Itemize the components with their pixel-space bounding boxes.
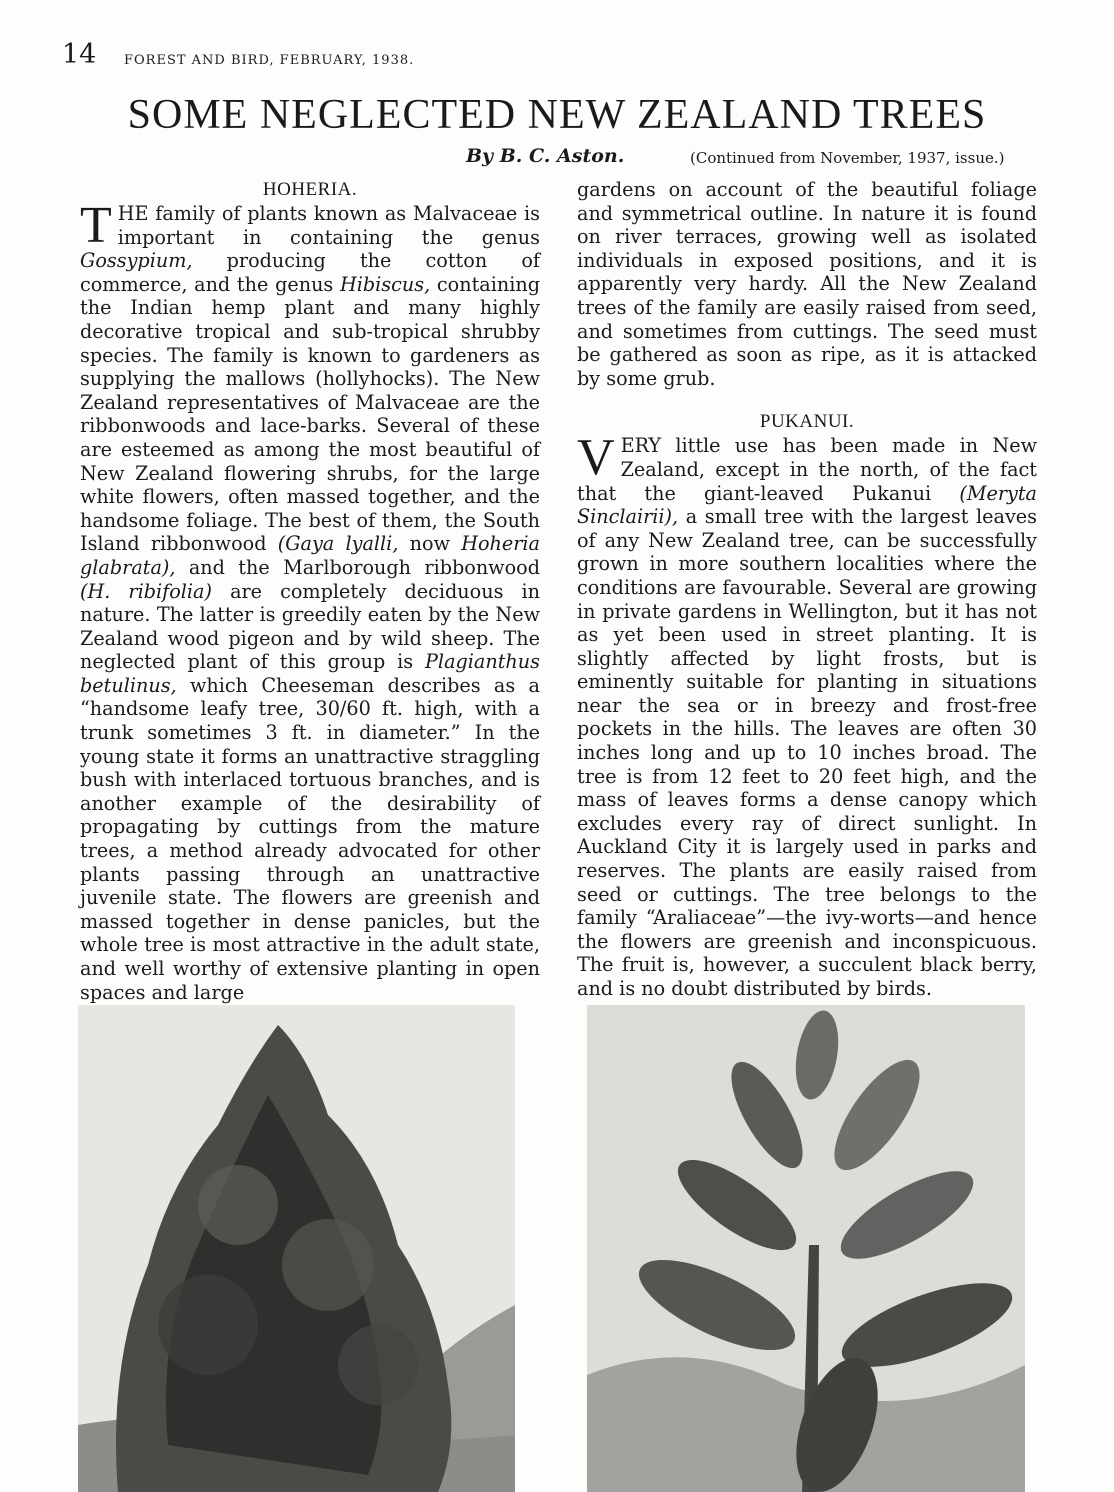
species-name: Plagianthus betulinus, bbox=[80, 650, 540, 697]
page-number: 14 bbox=[62, 39, 97, 70]
drop-cap: T bbox=[80, 197, 112, 254]
byline: By B. C. Aston. bbox=[466, 145, 625, 167]
pukanui-photo-illustration bbox=[587, 1005, 1025, 1492]
species-name: (Gaya lyalli, bbox=[277, 532, 399, 556]
article-title: SOME NEGLECTED NEW ZEALAND TREES bbox=[127, 92, 987, 138]
species-name: Hibiscus, bbox=[340, 272, 431, 296]
tree-photo-plagianthus bbox=[78, 1005, 515, 1492]
pukanui-heading: PUKANUI. bbox=[759, 411, 855, 433]
tree-photo-illustration bbox=[78, 1005, 515, 1492]
species-name: Hoheria glabrata), bbox=[80, 532, 540, 579]
hoheria-paragraph: THE family of plants known as Malvaceae is important in containing the genus Gossypium, producing the cotton of commerce, and the genus Hibiscus, containing the Indian hemp plant and many highly decorative tropical and sub-tropical shrubby species. The family is known to gardeners as supplying the mallows (hollyhocks). The New Zealand representatives of Malvaceae are the ribbonwoods and lace-barks. Several of these are esteemed as among the most beautiful of New Zealand flowering shrubs, for the large white flowers, often massed together, and the handsome foliage. The best of them, the South Island ribbonwood (Gaya lyalli, now Hoheria glabrata), and the Marlborough ribbonwood (H. ribifolia) are completely deciduous in nature. The latter is greedily eaten by the New Zealand wood pigeon and by wild sheep. The neglected plant of this group is Plagianthus betulinus, which Cheeseman describes as a “handsome leafy tree, 30/60 ft. high, with a trunk sometimes 3 ft. in diameter.” In the young state it forms an unattractive straggling bush with interlaced tortuous branches, and is another example of the desirability of propagating by cuttings from the mature trees, a method already advocated for other plants passing through an unattractive juvenile state. The flowers are greenish and massed together in dense panicles, but the whole tree is most attractive in the adult state, and well worthy of extensive planting in open spaces and large bbox=[80, 197, 541, 1004]
hoheria-heading: HOHERIA. bbox=[262, 179, 358, 200]
left-column bbox=[80, 178, 540, 1004]
pukanui-paragraph: VERY little use has been made in New Zealand, except in the north, of the fact that the giant-leaved Pukanui (Meryta Sinclairii), a small tree with the largest leaves of any New Zealand tree, can be successfully grown in more southern localities where the conditions are favourable. Several are growing in private gardens in Wellington, but it has not as yet been used in street planting. It is slightly affected by light frosts, but is eminently suitable for planting in situations near the sea or in breezy and frost-free pockets in the hills. The leaves are often 30 inches long and up to 10 inches broad. The tree is from 12 feet to 20 feet high, and the mass of leaves forms a dense canopy which excludes every ray of direct sunlight. In Auckland City it is largely used in parks and reserves. The plants are easily raised from seed or cuttings. The tree belongs to the family “Araliaceae”—the ivy-worts—and hence the flowers are greenish and inconspicuous. The fruit is, however, a succulent black berry, and is no doubt distributed by birds. bbox=[577, 429, 1037, 1000]
tree-photo-pukanui bbox=[587, 1005, 1025, 1492]
hoheria-continuation: gardens on account of the beautiful foliage and symmetrical outline. In nature it is found on river terraces, growing well as isolated individuals in exposed positions, and it is apparently very hardy. All the New Zealand trees of the family are easily raised from seed, and sometimes from cuttings. The seed must be gathered as soon as ripe, as it is attacked by some grub. bbox=[577, 178, 1037, 390]
running-head: FOREST AND BIRD, FEBRUARY, 1938. bbox=[124, 53, 415, 68]
species-name: Gossypium, bbox=[80, 249, 193, 273]
drop-cap: V bbox=[577, 429, 615, 487]
species-name: (H. ribifolia) bbox=[80, 579, 212, 603]
continued-note: (Continued from November, 1937, issue.) bbox=[690, 149, 1005, 167]
species-name: (Meryta Sinclairii), bbox=[577, 481, 1037, 529]
right-column bbox=[577, 178, 1037, 1001]
